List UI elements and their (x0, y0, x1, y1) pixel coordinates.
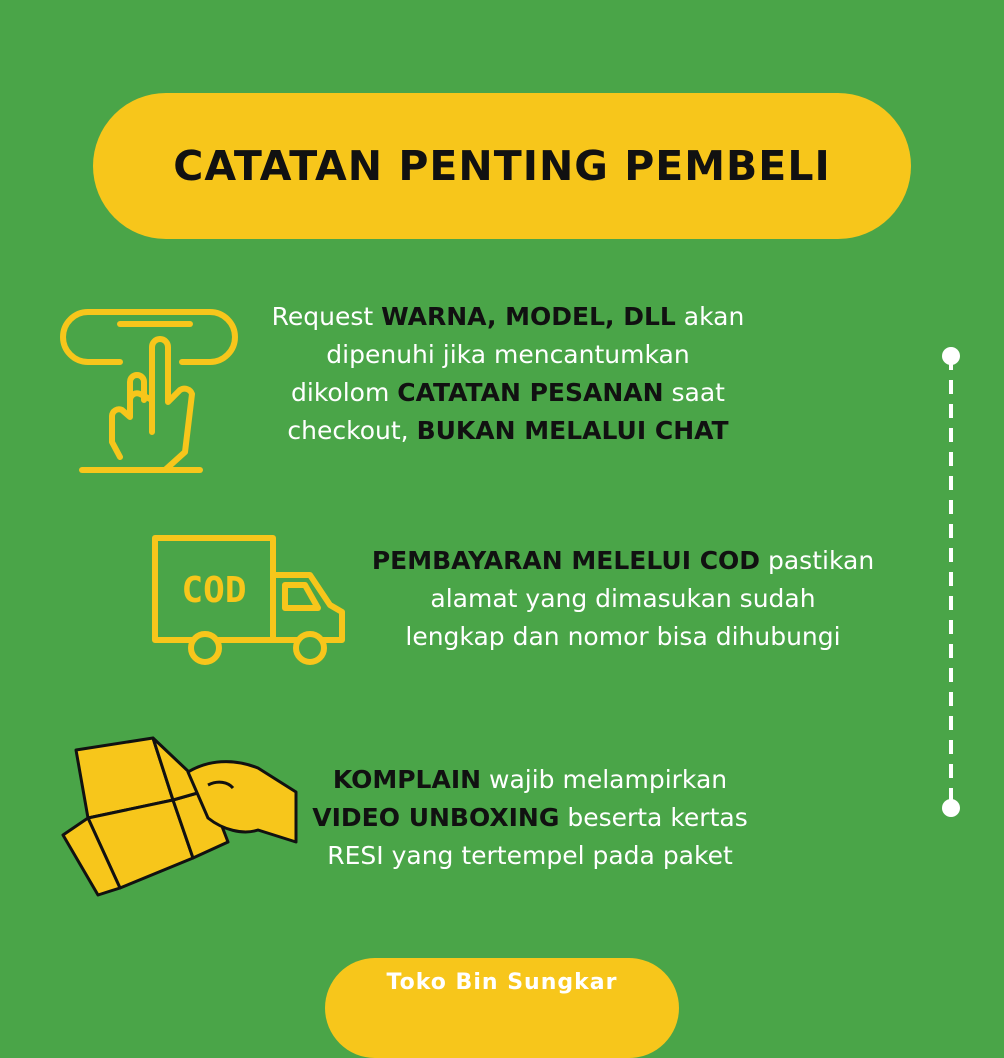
note-line: dikolom CATATAN PESANAN saat (291, 378, 725, 407)
title-banner (93, 93, 911, 239)
tap-hand-icon (60, 282, 240, 477)
store-name-badge (325, 958, 679, 1058)
note-line: dipenuhi jika mencantumkan (326, 340, 690, 369)
note-complaint (280, 761, 780, 875)
note-line: PEMBAYARAN MELELUI COD pastikan (371, 546, 875, 575)
page-title: CATATAN PENTING PEMBELI (173, 142, 831, 190)
note-line: alamat yang dimasukan sudah (430, 584, 816, 613)
store-name: Toko Bin Sungkar (386, 970, 618, 995)
dashed-timeline (941, 346, 961, 818)
note-line: lengkap dan nomor bisa dihubungi (405, 622, 841, 651)
cod-truck-icon (150, 530, 350, 670)
note-line: VIDEO UNBOXING beserta kertas (312, 803, 748, 832)
note-line: KOMPLAIN wajib melampirkan (332, 765, 728, 794)
note-custom-request (258, 298, 758, 450)
note-line: Request WARNA, MODEL, DLL akan (271, 302, 745, 331)
note-line: RESI yang tertempel pada paket (327, 841, 733, 870)
unboxing-icon (58, 730, 303, 900)
note-line: checkout, BUKAN MELALUI CHAT (287, 416, 729, 445)
note-cod-payment (368, 542, 878, 656)
cod-label: COD (181, 570, 247, 611)
